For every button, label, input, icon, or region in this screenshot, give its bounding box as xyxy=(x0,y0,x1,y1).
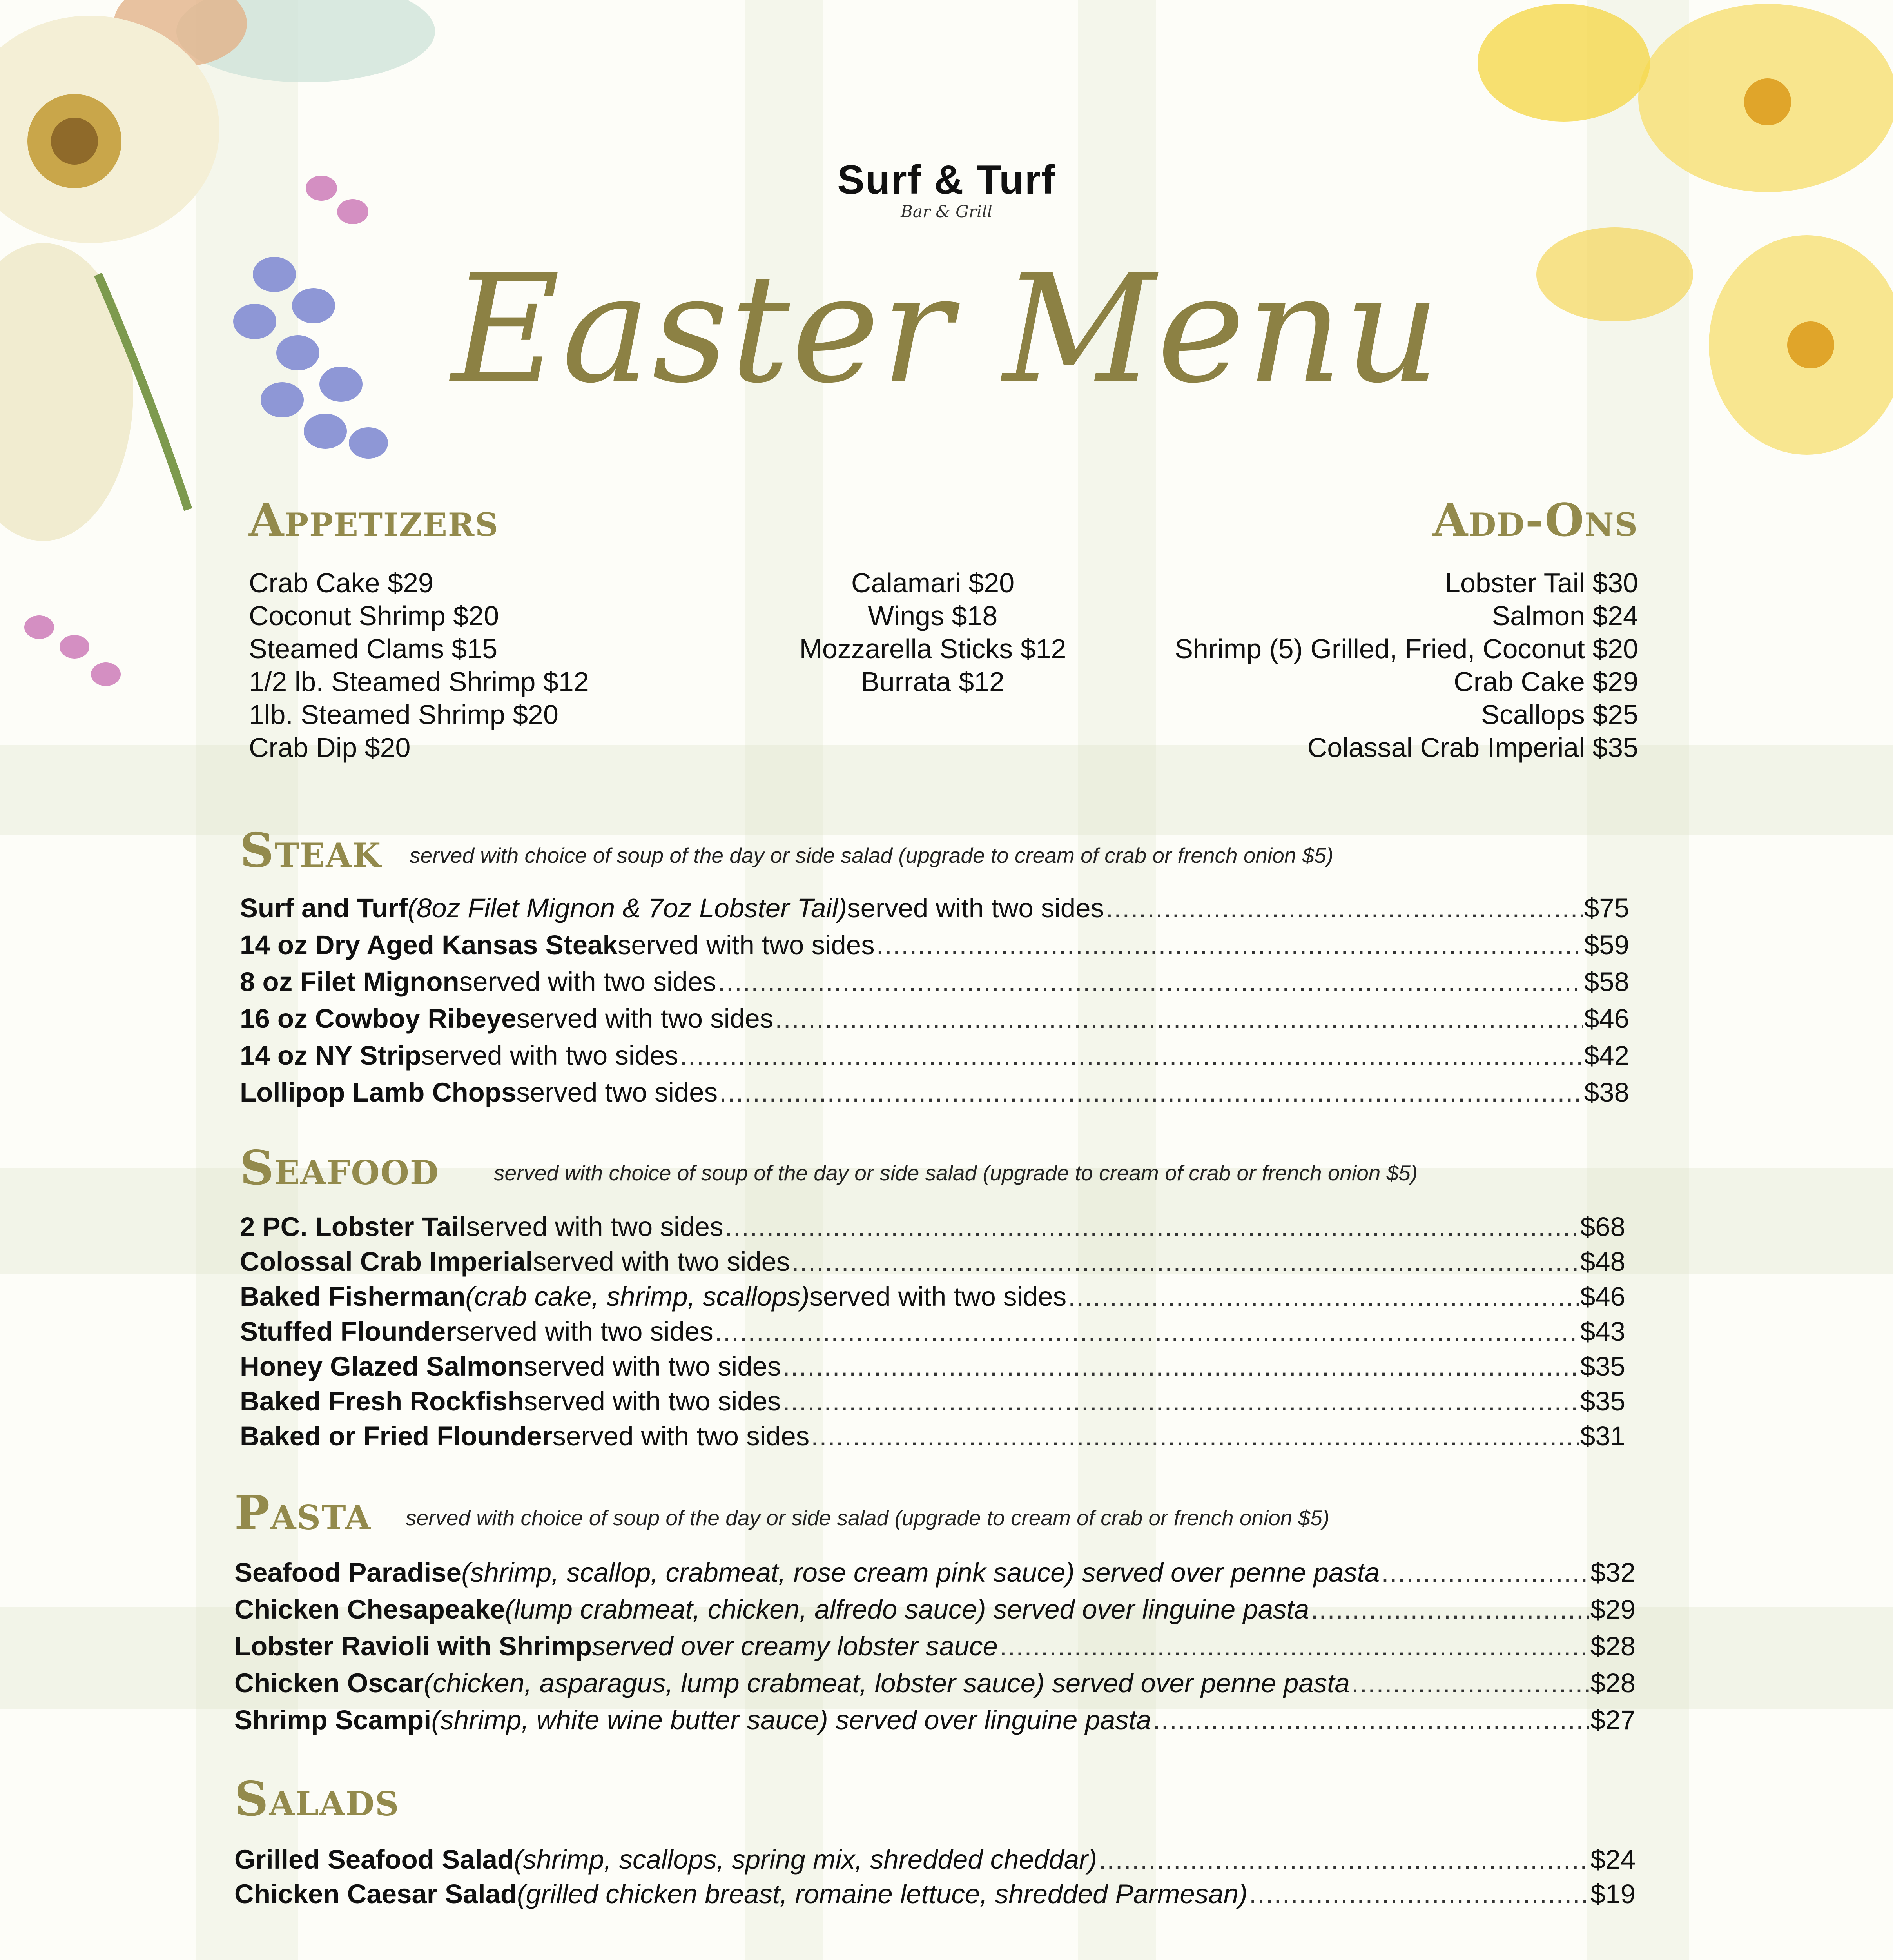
menu-item: Chicken Caesar Salad (grilled chicken breast, romaine lettuce, shredded Parmesan) ..... $19 xyxy=(234,1877,1636,1911)
list-item: Scallops $25 xyxy=(1481,699,1638,730)
menu-item: Honey Glazed Salmon served with two sides ..... $35 xyxy=(240,1349,1625,1384)
salads-list xyxy=(234,1842,1636,1911)
appetizers-list-left xyxy=(249,566,589,764)
list-item: Mozzarella Sticks $12 xyxy=(799,633,1066,664)
list-item: Calamari $20 xyxy=(851,568,1015,598)
salads-heading: Salads xyxy=(234,1771,400,1827)
list-item: Colassal Crab Imperial $35 xyxy=(1307,732,1638,763)
menu-item: 16 oz Cowboy Ribeye served with two sides ..... $46 xyxy=(240,1000,1629,1037)
menu-item: Grilled Seafood Salad (shrimp, scallops, spring mix, shredded cheddar) ..... $24 xyxy=(234,1842,1636,1877)
menu-item: Surf and Turf (8oz Filet Mignon & 7oz Lobster Tail) served with two sides ..... $75 xyxy=(240,890,1629,927)
list-item: Lobster Tail $30 xyxy=(1445,568,1638,598)
menu-item: 14 oz NY Strip served with two sides ..... $42 xyxy=(240,1037,1629,1074)
list-item: Crab Dip $20 xyxy=(249,732,411,763)
menu-item: 8 oz Filet Mignon served with two sides ..... $58 xyxy=(240,964,1629,1000)
steak-list xyxy=(240,890,1629,1111)
list-item: Crab Cake $29 xyxy=(1454,666,1638,697)
restaurant-logo: Surf & Turf xyxy=(837,157,1056,203)
menu-item: Baked Fresh Rockfish served with two sides ..... $35 xyxy=(240,1384,1625,1419)
appetizers-heading: Appetizers xyxy=(249,494,499,547)
pasta-note: served with choice of soup of the day or side salad (upgrade to cream of crab or french onion $5) xyxy=(406,1506,1330,1530)
menu-item: Lobster Ravioli with Shrimp served over creamy lobster sauce ..... $28 xyxy=(234,1628,1636,1665)
list-item: 1/2 lb. Steamed Shrimp $12 xyxy=(249,666,589,697)
steak-note: served with choice of soup of the day or side salad (upgrade to cream of crab or french onion $5) xyxy=(410,843,1334,867)
seafood-note: served with choice of soup of the day or side salad (upgrade to cream of crab or french onion $5) xyxy=(494,1161,1418,1185)
seafood-list xyxy=(240,1209,1625,1454)
menu-item: 14 oz Dry Aged Kansas Steak served with two sides ..... $59 xyxy=(240,927,1629,964)
page-title: Easter Menu xyxy=(451,242,1442,416)
addons-heading: Add-Ons xyxy=(1432,494,1638,547)
menu-item: 2 PC. Lobster Tail served with two sides ..... $68 xyxy=(240,1209,1625,1244)
menu-item: Shrimp Scampi (shrimp, white wine butter sauce) served over linguine pasta ..... $27 xyxy=(234,1702,1636,1739)
menu-item: Stuffed Flounder served with two sides ..... $43 xyxy=(240,1314,1625,1349)
seafood-heading: Seafood xyxy=(240,1140,439,1196)
list-item: Wings $18 xyxy=(868,601,998,631)
restaurant-tagline: Bar & Grill xyxy=(901,202,992,221)
addons-list xyxy=(1175,566,1638,764)
pasta-list xyxy=(234,1554,1636,1739)
menu-item: Baked or Fried Flounder served with two sides ..... $31 xyxy=(240,1419,1625,1454)
menu-item: Colossal Crab Imperial served with two sides ..... $48 xyxy=(240,1244,1625,1279)
menu-item: Seafood Paradise (shrimp, scallop, crabmeat, rose cream pink sauce) served over penne pasta ..... $32 xyxy=(234,1554,1636,1591)
menu-item: Baked Fisherman (crab cake, shrimp, scallops) served with two sides ..... $46 xyxy=(240,1279,1625,1314)
list-item: Burrata $12 xyxy=(861,666,1005,697)
list-item: Coconut Shrimp $20 xyxy=(249,601,499,631)
menu-item: Chicken Oscar (chicken, asparagus, lump crabmeat, lobster sauce) served over penne pasta ..... $28 xyxy=(234,1665,1636,1702)
pasta-heading: Pasta xyxy=(234,1485,372,1541)
menu-item: Chicken Chesapeake (lump crabmeat, chicken, alfredo sauce) served over linguine pasta ..... $29 xyxy=(234,1591,1636,1628)
list-item: Steamed Clams $15 xyxy=(249,633,498,664)
appetizers-list-center xyxy=(776,566,1090,698)
list-item: 1lb. Steamed Shrimp $20 xyxy=(249,699,558,730)
list-item: Shrimp (5) Grilled, Fried, Coconut $20 xyxy=(1175,633,1638,664)
list-item: Crab Cake $29 xyxy=(249,568,433,598)
menu-item: Lollipop Lamb Chops served two sides ..... $38 xyxy=(240,1074,1629,1111)
list-item: Salmon $24 xyxy=(1492,601,1638,631)
steak-heading: Steak xyxy=(240,823,382,878)
